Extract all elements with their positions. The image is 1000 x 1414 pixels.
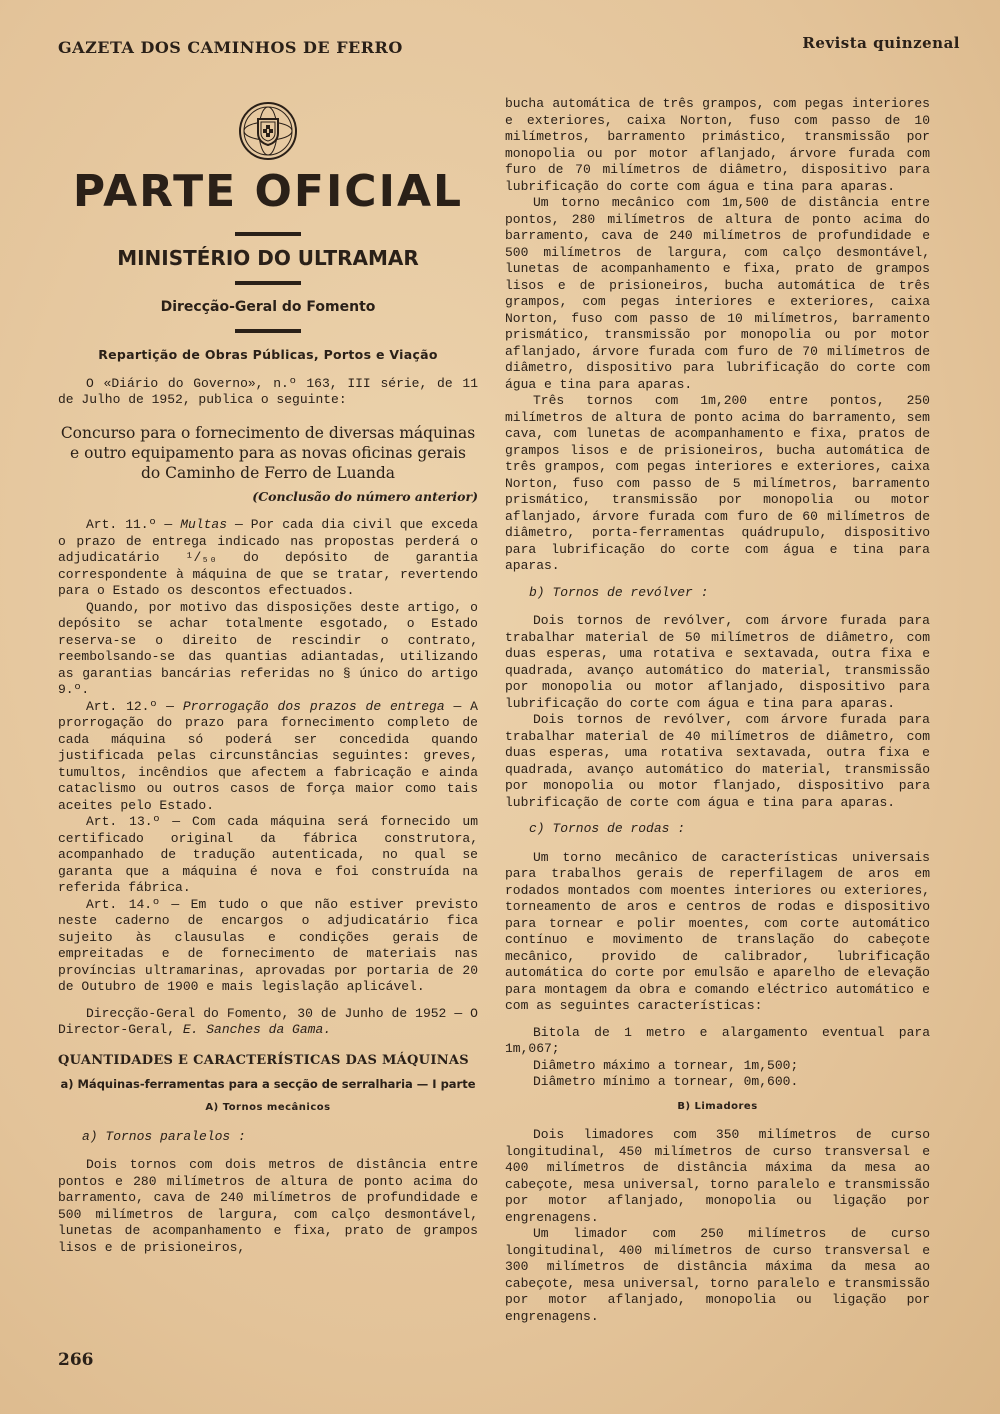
divider [235, 281, 301, 285]
page-number: 266 [58, 1350, 94, 1370]
intro-paragraph: O «Diário do Governo», n.º 163, III série, de 11 de Julho de 1952, publica o seguinte: [58, 375, 478, 407]
paragraph-torno-rodas: Um torno mecânico de características universais para trabalhos gerais de reperfilagem de aros em rodados montados com moentes interiores ou exteriores, torneamento de aros e centros de rodas e dispositivo para tornear e polir moentes, com corte automático contínuo e movimento de translação do cabeçote mecânico, provido de calibrador, lubrificação automática do corte por emulsão e aparelho de elevação para montagem da obra e comando eléctrico automático e com as seguintes características: [505, 849, 930, 1013]
paragraph-revolver-40: Dois tornos de revólver, com árvore furada para trabalhar material de 40 milímetros de diâmetro, com duas esperas, uma rotativa sextavada, outra fixa e quadrada, avanço automático do material, transmissão por monopolia ou motor flanjado, dispositivo para lubrificação de corte com água e tina para aparas. [505, 712, 930, 810]
spec-diametro-minimo: Diâmetro mínimo a tornear, 0m,600. [533, 1074, 799, 1089]
paragraph-continued: bucha automática de três grampos, com pegas interiores e exteriores, caixa Norton, fuso com passo de 10 milímetros, barramento primástico, transmissão por monopolia ou por motor aflanjado, árvore furada com furo de 70 milímetros de diâmetro, dispositivo para lubrificação do corte com água e tina para aparas. [505, 96, 930, 194]
paragraph-tres-tornos: Três tornos com 1m,200 entre pontos, 250 milímetros de altura de ponto acima do barramento, sem cava, com lunetas de acompanhamento e fixa, pratos de grampos lisos e de prisioneiros, bucha automática de três grampos, com pegas interiores e exteriores, caixa Norton, fuso com passo de 5 milímetros, barramento prismático, transmissão por monopolia ou motor aflanjado, árvore furada com furo de 60 milímetros de diâmetro, porta-ferramentas quádrupulo, dispositivo para lubrificação do corte com água e tina para aparas. [505, 393, 930, 573]
tornos-paragraph-1: Dois tornos com dois metros de distância entre pontos e 280 milímetros de altura de ponto acima do barramento, cava de 240 milímetros de profundidade e 500 milímetros de largura, com calço desmontável, lunetas de acompanhamento e fixa, prato de grampos lisos e de prisioneiros, [58, 1157, 478, 1255]
conclusion-note: (Conclusão do número anterior) [252, 488, 478, 504]
subsection-A-heading: A) Tornos mecânicos [205, 1102, 331, 1113]
directorate-heading: Direcção-Geral do Fomento [160, 298, 376, 315]
ministry-heading: MINISTÉRIO DO ULTRAMAR [117, 246, 419, 270]
running-header [58, 30, 960, 56]
paragraph-revolver-50: Dois tornos de revólver, com árvore furada para trabalhar material de 50 milímetros de diâmetro, com duas esperas, uma rotativa e sextavada, outra fixa e quadrada, avanço automático do material, transmissão por monopolia ou motor aflanjado, dispositivo para lubrificação do corte com água e tina para aparas. [505, 613, 930, 711]
signoff: Direcção-Geral do Fomento, 30 de Junho de 1952 — O Director-Geral, E. Sanches da Gama. [58, 1005, 478, 1037]
subsection-a-heading: a) Máquinas-ferramentas para a secção de serralharia — I parte [60, 1077, 476, 1091]
limadores-heading: B) Limadores [677, 1100, 758, 1112]
quantities-heading: QUANTIDADES E CARACTERÍSTICAS DAS MÁQUINAS [58, 1052, 469, 1068]
paragraph-um-limador: Um limador com 250 milímetros de curso longitudinal, 400 milímetros de curso transversal e 300 milímetros de distância máxima da mesa ao cabeçote, mesa universal, torno paralelo e transmissão por motor aflanjado, monopolia ou ligação por engrenagens. [505, 1226, 930, 1324]
divider [235, 232, 301, 236]
divider [235, 329, 301, 333]
tornos-paralelos-heading: a) Tornos paralelos : [82, 1128, 246, 1144]
article-12: Art. 12.º — Prorrogação dos prazos de entrega — A prorrogação do prazo para fornecimento completo de cada máquina só poderá ser concedida quando justificada pelas circunstâncias seguintes: greves, tumultos, incêndios que afectem a fabricação e ainda cataclismo ou outros casos de força maior como tais aceites pelo Estado. [58, 698, 478, 813]
right-column [505, 96, 930, 1325]
section-title: PARTE OFICIAL [72, 166, 464, 217]
article-14: Art. 14.º — Em tudo o que não estiver previsto neste caderno de encargos o adjudicatário fica sujeito às clausulas e condições gerais de empreitadas e de fornecimento de materiais nas províncias ultramarinas, aprovadas por portaria de 20 de Outubro de 1900 e mais legislação aplicável. [58, 896, 478, 994]
article-11-paragraph-2: Quando, por motivo das disposições deste artigo, o depósito se achar totalmente esgotado, o Estado reserva-se o direito de rescindir o contrato, reembolsando-se das quantias adiantadas, utilizando as garantias bancárias referidas no § único do artigo 9.º. [58, 599, 478, 697]
article-11: Art. 11.º — Multas — Por cada dia civil que exceda o prazo de entrega indicado nas propostas perderá o adjudicatário ¹/₅₀ do depósito de garantia correspondente à máquina de que se tratar, revertendo para o Estado os descontos efectuados. [58, 517, 479, 598]
paragraph-torno-1500: Um torno mecânico com 1m,500 de distância entre pontos, 280 milímetros de altura de ponto acima do barramento, cava de 240 milímetros de profundidade e 500 milímetros de largura, com calço desmontável, lunetas de acompanhamento e fixa, prato de grampos lisos e de prisioneiros, bucha automática de três grampos, com pegas interiores e exteriores, caixa Norton, fuso com passo de 10 milímetros, barramento prismático, transmissão por monopolia ou por motor aflanjado, árvore furada com furo de 70 milímetros de diâmetro, dispositivo para lubrificação do corte com água e tina para aparas. [505, 195, 930, 392]
tornos-revolver-heading: b) Tornos de revólver : [529, 584, 709, 600]
concurso-title: Concurso para o fornecimento de diversas máquinas e outro equipamento para as novas oficinas gerais do Caminho de Ferro de Luanda [60, 423, 476, 482]
journal-title: GAZETA DOS CAMINHOS DE FERRO [58, 38, 403, 57]
repartition-heading: Repartição de Obras Públicas, Portos e Viação [98, 347, 438, 362]
article-13: Art. 13.º — Com cada máquina será fornecido um certificado original da fábrica construtora, acompanhado de tradução autenticada, no qual se garanta que a máquina é nova e foi construída na referida fábrica. [58, 814, 478, 895]
spec-diametro-maximo: Diâmetro máximo a tornear, 1m,500; [533, 1057, 799, 1073]
left-column [58, 92, 478, 1256]
journal-frequency: Revista quinzenal [802, 34, 960, 52]
paragraph-dois-limadores: Dois limadores com 350 milímetros de curso longitudinal, 450 milímetros de curso transversal e 400 milímetros de distância máxima da mesa ao cabeçote, mesa universal, torno paralelo e transmissão por motor aflanjado, monopolia ou ligação por engrenagens. [505, 1127, 930, 1225]
spec-bitola: Bitola de 1 metro e alargamento eventual para 1m,067; [505, 1024, 930, 1056]
coat-of-arms-icon [237, 100, 299, 162]
tornos-rodas-heading: c) Tornos de rodas : [529, 821, 686, 836]
